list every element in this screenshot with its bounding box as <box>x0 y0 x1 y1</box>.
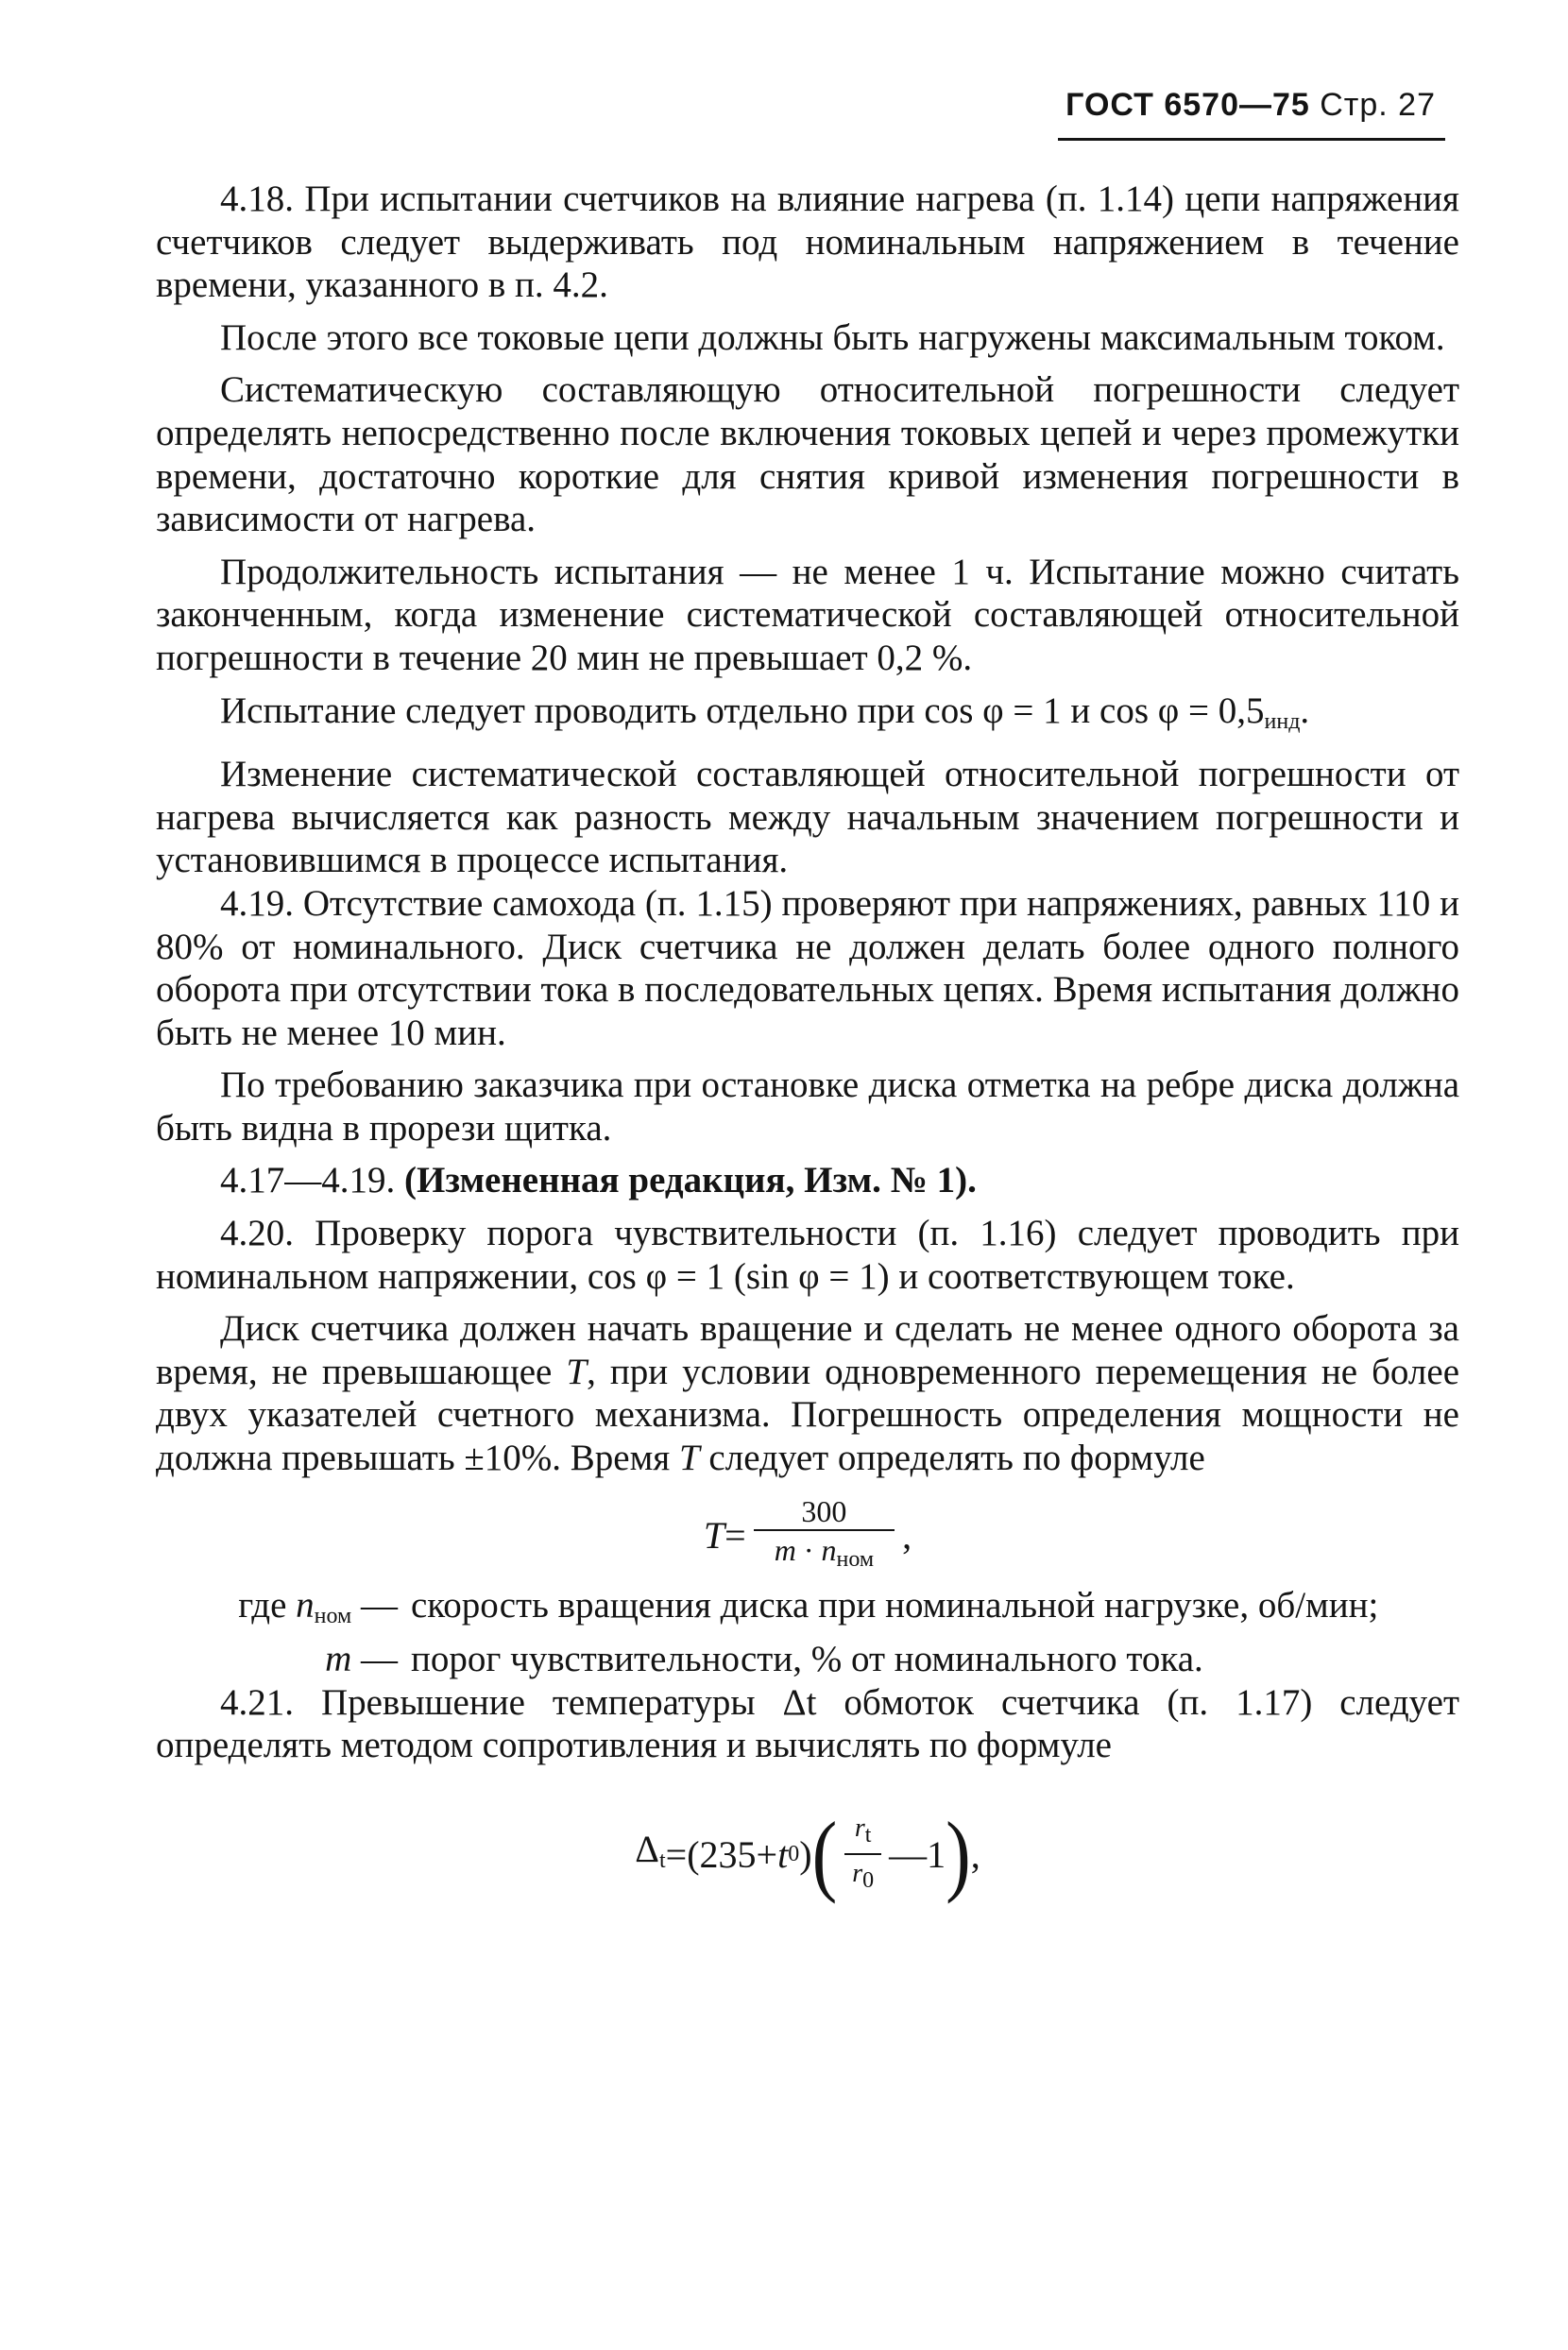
formula2-open: (235+ <box>687 1833 778 1877</box>
where-term-m: m — <box>325 1639 398 1680</box>
formula1-fraction <box>754 1493 895 1578</box>
formula1-lhs: T <box>703 1513 725 1557</box>
where-def-n: скорость вращения диска при номинальной нагрузке, об/мин; <box>411 1584 1379 1626</box>
formula2-minus-one: —1 <box>889 1833 946 1877</box>
paragraph-amendment-note <box>156 1159 1459 1202</box>
paragraph-4-19: 4.19. Отсутствие самохода (п. 1.15) проверяют при напряжениях, равных 110 и 80% от номинального. Диск счетчика не должен делать более одного полного оборота при отсутствии тока в последовательных цепях. Время испытания должно быть не менее 10 мин. <box>156 882 1459 1053</box>
formula2-trailing-comma: , <box>970 1833 980 1877</box>
formula2-t0-sub: 0 <box>788 1842 800 1867</box>
cos-phi-text: Испытание следует проводить отдельно при cos φ = 1 и cos φ = 0,5 <box>220 690 1265 731</box>
rotation-text-c: следует определять по формуле <box>699 1438 1205 1479</box>
paragraph-max-current: После этого все токовые цепи должны быть нагружены максимальным током. <box>220 316 1445 358</box>
where-term-n: где $n_{ном}$ — <box>238 1584 398 1628</box>
page-number: Стр. 27 <box>1320 87 1436 123</box>
paragraph-error-change: Изменение систематической составляющей относительной погрешности от нагрева вычисляется как разность между начальным значением погрешности и установившимся в процессе испытания. <box>156 754 1459 881</box>
paragraph-cos-phi <box>156 690 1459 744</box>
where-definition-n <box>156 1584 1459 1639</box>
where-def-m: порог чувствительности, % от номинального тока. <box>411 1639 1203 1680</box>
cos-phi-end: . <box>1300 690 1310 731</box>
formula2-numerator: rt <box>854 1814 872 1848</box>
formula1-trailing-comma: , <box>902 1513 912 1557</box>
where-definition-m <box>156 1638 1459 1681</box>
formula-time-t <box>156 1493 1459 1578</box>
formula2-left-paren: ( <box>811 1805 838 1905</box>
cos-phi-subscript: инд <box>1264 708 1301 734</box>
paragraph-test-duration: Продолжительность испытания — не менее 1 ч. Испытание можно считать законченным, когда изменение систематической составляющей относительной погрешности в течение 20 мин не превышает 0,2 %. <box>156 551 1459 678</box>
amendment-range: 4.17—4.19. <box>220 1160 404 1201</box>
header-rule <box>1058 138 1445 141</box>
formula2-fraction <box>844 1811 881 1899</box>
paragraph-4-20: 4.20. Проверку порога чувствительности (п. 1.16) следует проводить при номинальном напряжении, cos φ = 1 (sin φ = 1) и соответствующем токе. <box>156 1213 1459 1297</box>
time-symbol-t: T <box>566 1351 588 1392</box>
formula2-right-paren: ) <box>946 1805 971 1905</box>
paragraph-systematic-error: Систематическую составляющую относительной погрешности следует определять непосредственно после включения токовых цепей и через промежутки времени, достаточно короткие для снятия кривой изменения погрешности в зависимости от нагрева. <box>156 369 1459 540</box>
formula2-close: ) <box>799 1833 812 1877</box>
amendment-label: (Измененная редакция, Изм. № 1). <box>404 1160 977 1201</box>
formula1-denominator: $m \cdot n_{ном}$ <box>754 1529 895 1578</box>
document-body <box>156 178 1459 1905</box>
formula-temperature-rise <box>156 1805 1459 1905</box>
time-symbol-t-2: T <box>678 1438 700 1479</box>
formula2-denominator: r0 <box>844 1853 881 1899</box>
standard-number: ГОСТ 6570—75 <box>1065 87 1310 123</box>
formula1-numerator: 300 <box>801 1493 847 1528</box>
paragraph-disk-rotation <box>156 1307 1459 1479</box>
paragraph-4-18: 4.18. При испытании счетчиков на влияние нагрева (п. 1.14) цепи напряжения счетчиков следует выдерживать под номинальным напряжением в течение времени, указанного в п. 4.2. <box>156 179 1459 306</box>
formula2-lhs: $\Delta_t$ <box>635 1827 666 1873</box>
rotation-text-b: , при условии одновременного перемещения не более двух указателей счетного механизма. Погрешность определения мощности не должна превышать ±10%. Время <box>156 1351 1459 1479</box>
rotation-text-a: Диск счетчика должен начать вращение и сделать не менее одного оборота за время, не превышающее <box>156 1308 1459 1392</box>
formula2-t0: t <box>777 1833 789 1877</box>
formula1-equals: = <box>724 1513 746 1557</box>
page-header <box>1065 87 1436 124</box>
paragraph-4-21: 4.21. Превышение температуры Δt обмоток счетчика (п. 1.17) следует определять методом сопротивления и вычислять по формуле <box>156 1681 1459 1766</box>
paragraph-customer-request: По требованию заказчика при остановке диска отметка на ребре диска должна быть видна в прорези щитка. <box>156 1064 1459 1149</box>
formula2-equals: = <box>665 1833 688 1877</box>
